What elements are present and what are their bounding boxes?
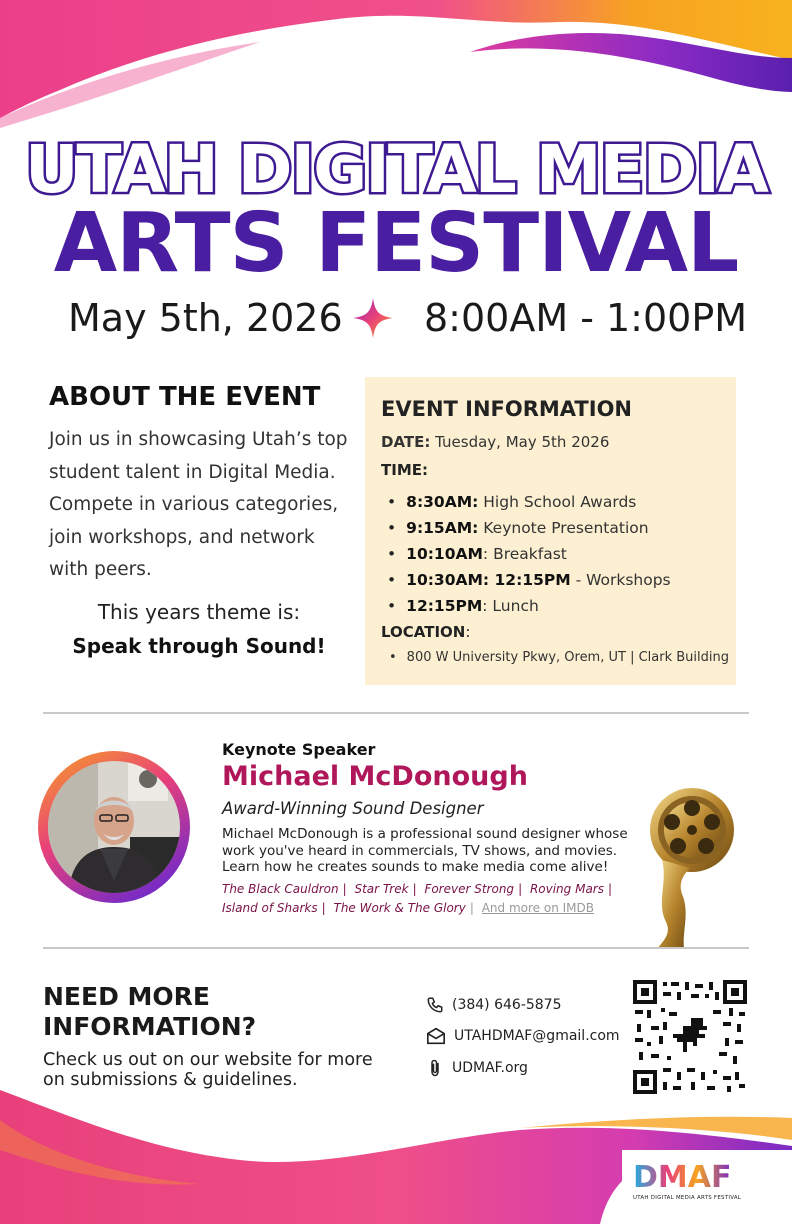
- schedule-item: [387, 541, 671, 567]
- schedule-event: High School Awards: [483, 493, 637, 511]
- title-line-2: ARTS FESTIVAL: [53, 196, 739, 291]
- film-reel-trophy-icon: [632, 782, 744, 950]
- event-date: May 5th, 2026: [68, 296, 343, 340]
- qr-code[interactable]: [633, 980, 747, 1094]
- dmaf-logo: [633, 1162, 731, 1194]
- about-body: Join us in showcasing Utah’s top student talent in Digital Media. Compete in various categories, join workshops, and network with peers.: [49, 429, 348, 580]
- event-info-box: [365, 377, 736, 685]
- speaker-name: Michael McDonough: [222, 761, 528, 792]
- schedule-item: [387, 593, 671, 619]
- phone-icon: [426, 996, 444, 1014]
- event-date-row: [381, 433, 609, 451]
- top-wave-decoration: [0, 0, 792, 130]
- credit-item: The Black Cauldron: [222, 882, 339, 896]
- title-line-1: UTAH DIGITAL MEDIA: [24, 131, 768, 208]
- credit-item: Island of Sharks: [222, 901, 318, 915]
- credit-item: Star Trek: [354, 882, 409, 896]
- email-row: [426, 1027, 620, 1045]
- about-heading: ABOUT THE EVENT: [49, 382, 321, 412]
- speaker-credits: The Black Cauldron | Star Trek | Forever Strong | Roving Mars | Island of Sharks | The Work & The Glory | And more on IMDB: [222, 882, 613, 915]
- phone-number[interactable]: (384) 646-5875: [452, 997, 562, 1013]
- credit-item: The Work & The Glory: [333, 901, 466, 915]
- theme-value: Speak through Sound!: [72, 634, 326, 658]
- schedule-item: [387, 567, 671, 593]
- location-value: • 800 W University Pkwy, Orem, UT | Clark Building: [389, 650, 729, 665]
- schedule-time: 10:10AM: [406, 545, 483, 563]
- theme-label: This years theme is:: [97, 600, 301, 624]
- imdb-link[interactable]: And more on IMDB: [481, 901, 594, 915]
- time-label: TIME:: [381, 461, 428, 479]
- date-value: Tuesday, May 5th 2026: [435, 433, 610, 451]
- event-info-heading: EVENT INFORMATION: [381, 397, 632, 421]
- schedule-time: 8:30AM:: [406, 493, 479, 511]
- schedule-list: [387, 489, 671, 619]
- schedule-event: Keynote Presentation: [483, 519, 649, 537]
- divider: [43, 712, 749, 714]
- schedule-time: 9:15AM:: [406, 519, 479, 537]
- schedule-item: [387, 489, 671, 515]
- location-colon: :: [465, 623, 471, 641]
- logo-subtitle: UTAH DIGITAL MEDIA ARTS FESTIVAL: [633, 1195, 742, 1201]
- website-link[interactable]: UDMAF.org: [452, 1060, 528, 1076]
- event-time: 8:00AM - 1:00PM: [424, 296, 748, 340]
- schedule-item: [387, 515, 671, 541]
- website-row: [426, 1058, 528, 1078]
- sparkle-icon: [351, 296, 395, 340]
- phone-row: [426, 996, 562, 1014]
- keynote-label: Keynote Speaker: [222, 740, 376, 759]
- credit-item: Roving Mars: [529, 882, 604, 896]
- location-label: LOCATION: [381, 623, 466, 641]
- date-label: DATE:: [381, 433, 431, 451]
- schedule-time: 10:30AM: 12:15PM: [406, 571, 571, 589]
- schedule-time: 12:15PM: [406, 597, 483, 615]
- email-address[interactable]: UTAHDMAF@gmail.com: [454, 1028, 620, 1044]
- location-label-row: [381, 623, 470, 641]
- schedule-event: : Breakfast: [482, 545, 567, 563]
- speaker-role: Award-Winning Sound Designer: [222, 799, 484, 818]
- divider: [43, 947, 749, 949]
- need-info-heading: NEED MORE INFORMATION?: [43, 982, 257, 1041]
- credit-item: Forever Strong: [424, 882, 515, 896]
- logo-text: DMAF: [633, 1160, 732, 1195]
- speaker-bio: Michael McDonough is a professional sound designer whose work you've heard in commercials, TV shows, and movies. Learn how he creates sounds to make media come alive!: [222, 826, 628, 875]
- envelope-icon: [426, 1027, 446, 1045]
- paperclip-icon: [426, 1058, 444, 1078]
- bottom-wave-decoration: [0, 1080, 792, 1224]
- schedule-event: : Lunch: [482, 597, 539, 615]
- speaker-photo: [38, 751, 190, 903]
- schedule-event: - Workshops: [570, 571, 671, 589]
- need-info-body: Check us out on our website for more on submissions & guidelines.: [43, 1050, 373, 1090]
